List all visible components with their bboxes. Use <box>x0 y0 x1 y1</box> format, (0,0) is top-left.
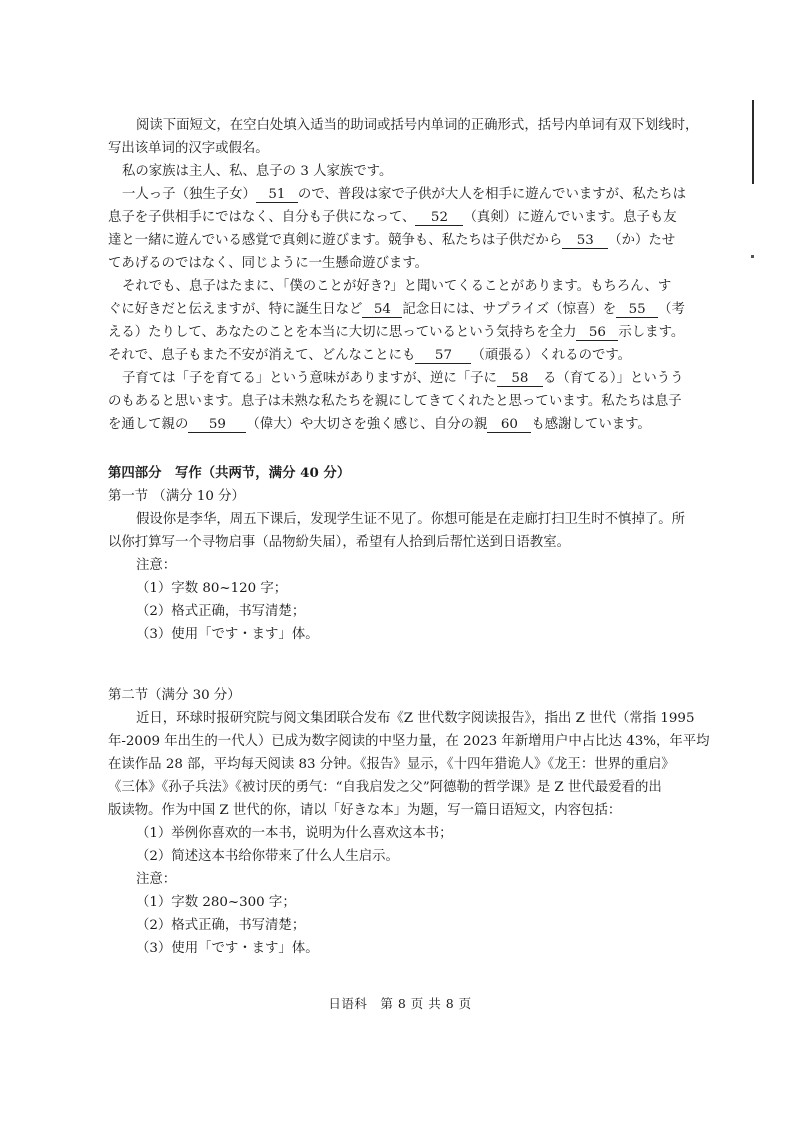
blank-52: 52 <box>415 210 463 226</box>
section2-note-item: （2）格式正确，书写清楚； <box>136 918 306 933</box>
passage-intro: 私の家族は主人、私、息子の 3 人家族です。 <box>122 164 393 179</box>
section2-body-line: 《三体》《孙子兵法》《被讨厌的勇气：“自我启发之父”阿德勒的哲学课》是 Z 世代最爱看的出 <box>108 780 662 795</box>
blank-51: 51 <box>256 187 298 203</box>
section2-body-line: 近日，环球时报研究院与阅文集团联合发布《Z 世代数字阅读报告》，指出 Z 世代（常指 1995 <box>136 711 695 726</box>
section1-body-line: 以你打算写一个寻物启事（品物紛失届），希望有人拾到后帮忙送到日语教室。 <box>108 535 570 550</box>
passage-line: 達と一緒に遊んでいる感覚で真剣に遊びます。競争も、私たちは子供だから 53 （か）たせ <box>108 233 676 248</box>
passage-line: それでも、息子はたまに、「僕のことが好き?」と聞いてくることがあります。もちろん、す <box>122 279 672 294</box>
section1-title: 第一节 （满分 10 分） <box>108 489 245 504</box>
section2-title: 第二节（满分 30 分） <box>108 688 241 703</box>
section1-note-item: （3）使用「です・ます」体。 <box>136 627 319 642</box>
scan-dot-mark <box>751 255 754 258</box>
blank-56: 56 <box>576 325 618 341</box>
page-footer: 日语科 第 8 页 共 8 页 <box>328 996 472 1011</box>
section1-body-line: 假设你是李华，周五下课后，发现学生证不见了。你想可能是在走廊打扫卫生时不慎掉了。所 <box>136 512 686 527</box>
section2-note-label: 注意： <box>136 872 177 887</box>
blank-54: 54 <box>362 302 402 318</box>
instruction-line-2: 写出该单词的汉字或假名。 <box>108 141 269 156</box>
passage-line: ぐに好きだと伝えますが、特に誕生日など 54 記念日には、サプライズ（惊喜）を 55 （考 <box>108 302 685 317</box>
scan-edge-mark <box>752 100 754 184</box>
instruction-line-1: 阅读下面短文，在空白处填入适当的助词或括号内单词的正确形式，括号内单词有双下划线时， <box>136 118 699 133</box>
writing-section <box>108 462 686 646</box>
blank-60: 60 <box>487 417 531 433</box>
blank-59: 59 <box>188 417 246 433</box>
blank-55: 55 <box>616 302 658 318</box>
section2-content-item: （2）简述这本书给你带来了什么人生启示。 <box>136 849 399 864</box>
passage-line: のもあると思います。息子は未熟な私たちを親にしてきてくれたと思っています。私たちは息子 <box>108 394 682 409</box>
passage-line: それで、息子もまた不安が消えて、どんなことにも 57 （頑張る）くれるのです。 <box>108 348 632 363</box>
section2-body-line: 年-2009 年出生的一代人）已成为数字阅读的中坚力量，在 2023 年新增用户中占比达 43%，年平均 <box>108 734 710 749</box>
section2-note-item: （3）使用「です・ます」体。 <box>136 941 319 956</box>
passage-line: える）たりして、あなたのことを本当に大切に思っているという気持ちを全力 56 示します。 <box>108 325 685 340</box>
passage-line: 息子を子供相手にではなく、自分も子供になって、 52 （真剣）に遊んでいます。息子も友 <box>108 210 677 225</box>
part4-title: 第四部分 写作（共两节，满分 40 分） <box>108 465 351 481</box>
section1-note-item: （2）格式正确，书写清楚； <box>136 604 306 619</box>
section1-note-item: （1）字数 80~120 字； <box>136 581 288 596</box>
blank-58: 58 <box>497 371 543 387</box>
passage-line: てあげるのではなく、同じように一生懸命遊びます。 <box>108 256 429 271</box>
section2-body-line: 在读作品 28 部，平均每天阅读 83 分钟。《报告》显示，《十四年猎诡人》《龙王：世界的重启》 <box>108 757 675 772</box>
section2-content-item: （1）举例你喜欢的一本书，说明为什么喜欢这本书； <box>136 826 453 841</box>
writing-section-2 <box>108 684 710 960</box>
blank-57: 57 <box>415 348 471 364</box>
blank-53: 53 <box>562 233 608 249</box>
section2-note-item: （1）字数 280~300 字； <box>136 895 296 910</box>
passage-line: 子育ては「子を育てる」という意味がありますが、逆に「子に 58 る（育てる）」というう <box>122 371 684 386</box>
reading-passage-section <box>108 114 699 436</box>
passage-line: 一人っ子（独生子女） 51 ので、普段は家で子供が大人を相手に遊んでいますが、私たちは <box>122 187 686 202</box>
passage-line: を通して親の 59 （偉大）や大切さを強く感じ、自分の親 60 も感謝しています。 <box>108 417 651 432</box>
section2-body-line: 版读物。作为中国 Z 世代的你，请以「好きな本」为题，写一篇日语短文，内容包括： <box>108 803 622 818</box>
section1-note-label: 注意： <box>136 558 177 573</box>
